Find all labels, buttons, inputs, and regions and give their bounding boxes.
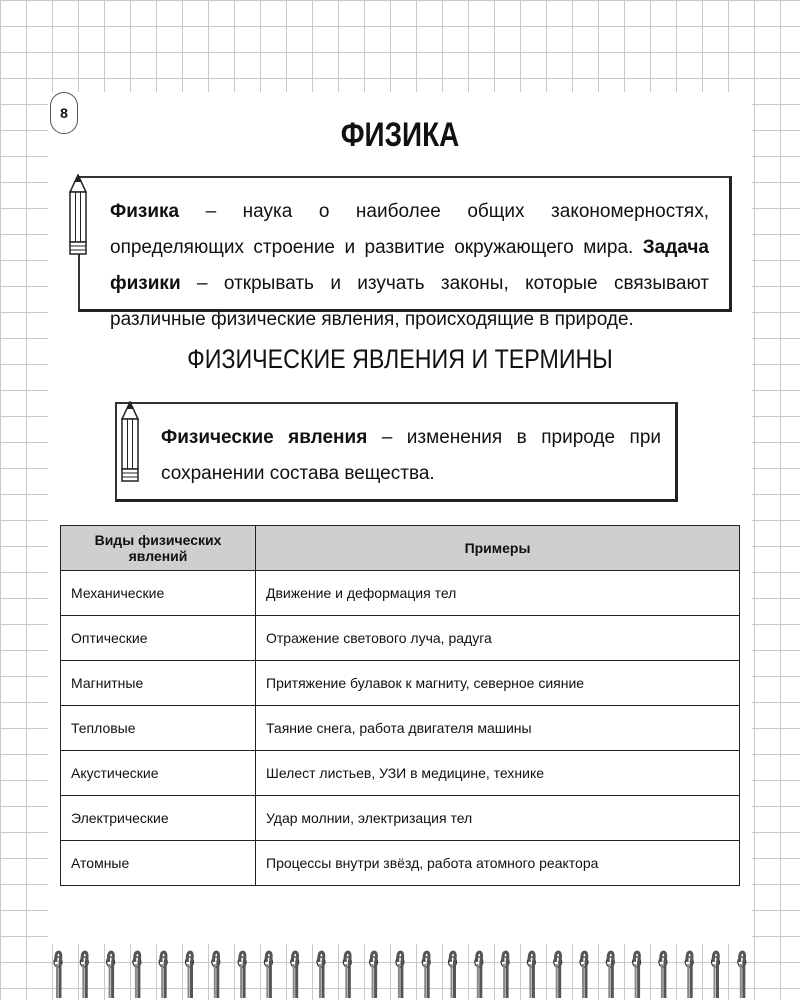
page-title: ФИЗИКА xyxy=(340,116,460,154)
phenomenon-type: Тепловые xyxy=(61,706,256,751)
header-examples: Примеры xyxy=(256,526,740,571)
phenomenon-examples: Процессы внутри звёзд, работа атомного реактора xyxy=(256,841,740,886)
phenomenon-type: Магнитные xyxy=(61,661,256,706)
binding-ring xyxy=(54,952,62,998)
phenomenon-examples: Притяжение булавок к магниту, северное сияние xyxy=(256,661,740,706)
binding-ring xyxy=(527,952,535,998)
phenomena-table xyxy=(60,525,740,886)
binding-ring xyxy=(633,952,641,998)
binding-ring xyxy=(343,952,351,998)
binding-ring xyxy=(186,952,194,998)
binding-ring xyxy=(291,952,299,998)
binding-ring xyxy=(159,952,167,998)
phenomenon-examples: Таяние снега, работа двигателя машины xyxy=(256,706,740,751)
binding-ring xyxy=(317,952,325,998)
binding-ring xyxy=(422,952,430,998)
header-types: Виды физических явлений xyxy=(61,526,256,571)
binding-ring xyxy=(685,952,693,998)
binding-ring xyxy=(80,952,88,998)
binding-ring xyxy=(370,952,378,998)
phenomenon-type: Электрические xyxy=(61,796,256,841)
binding-ring xyxy=(554,952,562,998)
spiral-binding xyxy=(40,950,780,1000)
binding-ring xyxy=(238,952,246,998)
definition-text xyxy=(110,194,709,338)
section-title: ФИЗИЧЕСКИЕ ЯВЛЕНИЯ И ТЕРМИНЫ xyxy=(187,344,613,374)
definition-text xyxy=(161,420,661,492)
term-physics-task: Задача физики xyxy=(110,237,709,294)
definition-box-phenomena xyxy=(115,402,678,502)
binding-ring xyxy=(107,952,115,998)
phenomenon-examples: Удар молнии, электризация тел xyxy=(256,796,740,841)
definition-box-physics xyxy=(78,176,732,330)
definition-part: – открывать и изучать законы, которые связывают различные физические явления, происходящие в природе. xyxy=(110,273,709,330)
table-row xyxy=(61,841,740,886)
definition-part: – наука о наиболее общих закономерностях, определяющих строение и развитие окружающего мира. xyxy=(110,201,709,258)
definition-part: – изменения в природе при сохранении состава вещества. xyxy=(161,427,661,484)
binding-ring xyxy=(501,952,509,998)
table-row xyxy=(61,706,740,751)
binding-ring xyxy=(738,952,746,998)
phenomenon-type: Атомные xyxy=(61,841,256,886)
binding-ring xyxy=(449,952,457,998)
pencil-icon xyxy=(68,174,88,256)
term-physics: Физика xyxy=(110,201,180,222)
binding-ring xyxy=(659,952,667,998)
page-number: 8 xyxy=(50,92,78,134)
table-row xyxy=(61,751,740,796)
phenomenon-examples: Движение и деформация тел xyxy=(256,571,740,616)
phenomenon-type: Механические xyxy=(61,571,256,616)
table-row xyxy=(61,661,740,706)
table-header-row xyxy=(61,526,740,571)
table-row xyxy=(61,796,740,841)
binding-ring xyxy=(264,952,272,998)
table-row xyxy=(61,571,740,616)
term-physical-phenomena: Физические явления xyxy=(161,427,368,448)
phenomenon-type: Акустические xyxy=(61,751,256,796)
binding-ring xyxy=(606,952,614,998)
binding-ring xyxy=(475,952,483,998)
binding-ring xyxy=(712,952,720,998)
phenomenon-type: Оптические xyxy=(61,616,256,661)
phenomenon-examples: Шелест листьев, УЗИ в медицине, технике xyxy=(256,751,740,796)
binding-ring xyxy=(396,952,404,998)
binding-ring xyxy=(133,952,141,998)
phenomenon-examples: Отражение светового луча, радуга xyxy=(256,616,740,661)
pencil-icon xyxy=(120,401,140,483)
binding-ring xyxy=(580,952,588,998)
table-row xyxy=(61,616,740,661)
binding-ring xyxy=(212,952,220,998)
